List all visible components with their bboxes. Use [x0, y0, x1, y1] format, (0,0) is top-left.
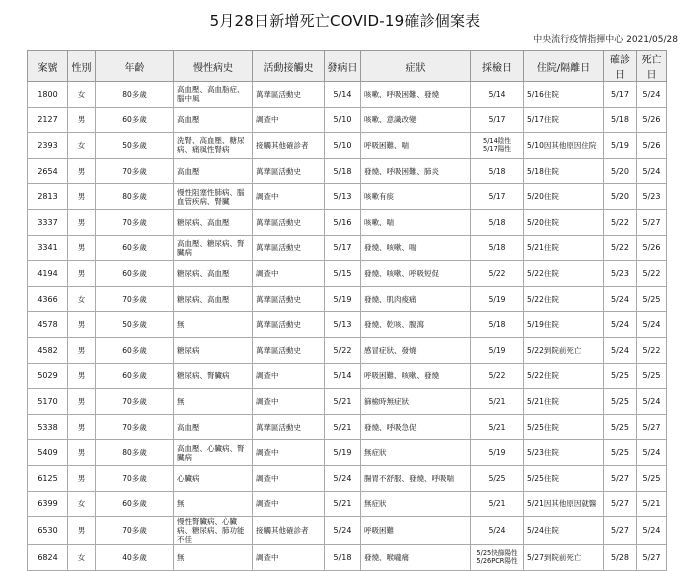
cell-confirm-date: 5/23 [604, 261, 637, 287]
cell-activity-history: 調查中 [253, 107, 325, 133]
cell-symptoms: 呼吸困難、咳嗽、發燒 [361, 363, 471, 389]
cell-confirm-date: 5/25 [604, 440, 637, 466]
cell-admission: 5/18住院 [524, 158, 604, 184]
cell-onset-date: 5/22 [325, 337, 361, 363]
cell-sex: 男 [68, 312, 96, 338]
cell-case-id: 5029 [28, 363, 68, 389]
cell-onset-date: 5/19 [325, 440, 361, 466]
cell-activity-history: 接觸其他確診者 [253, 517, 325, 545]
cell-chronic-history: 糖尿病、高血壓 [174, 209, 253, 235]
cell-age: 60多歲 [96, 261, 174, 287]
cell-confirm-date: 5/27 [604, 517, 637, 545]
table-row [28, 184, 667, 210]
cell-age: 70多歲 [96, 414, 174, 440]
cell-symptoms: 發燒、呼吸困難、肺炎 [361, 158, 471, 184]
cell-admission: 5/17住院 [524, 107, 604, 133]
cell-death-date: 5/27 [637, 414, 667, 440]
cell-test-date: 5/18 [471, 235, 524, 261]
cell-admission: 5/21因其他原因就醫 [524, 491, 604, 517]
cell-confirm-date: 5/28 [604, 545, 637, 571]
cell-sex: 女 [68, 286, 96, 312]
cell-death-date: 5/24 [637, 158, 667, 184]
cell-chronic-history: 洗腎、高血壓、糖尿病、痛風性腎病 [174, 133, 253, 159]
cell-activity-history: 萬華區活動史 [253, 82, 325, 108]
cell-death-date: 5/24 [637, 440, 667, 466]
cell-confirm-date: 5/18 [604, 107, 637, 133]
cell-case-id: 4194 [28, 261, 68, 287]
cell-admission: 5/21住院 [524, 389, 604, 415]
table-row [28, 517, 667, 545]
cell-death-date: 5/24 [637, 312, 667, 338]
cell-case-id: 3341 [28, 235, 68, 261]
cell-death-date: 5/26 [637, 107, 667, 133]
cell-sex: 男 [68, 235, 96, 261]
column-header-chronic-history: 慢性病史 [174, 51, 253, 82]
table-row [28, 235, 667, 261]
cell-test-date: 5/18 [471, 312, 524, 338]
cell-chronic-history: 無 [174, 389, 253, 415]
cell-admission: 5/19住院 [524, 312, 604, 338]
cell-symptoms: 感冒症狀、發燒 [361, 337, 471, 363]
column-header-age: 年齡 [96, 51, 174, 82]
source-note: 中央流行疫情指揮中心 2021/05/28 [533, 35, 678, 45]
cell-chronic-history: 慢性阻塞性肺病、腦血管疾病、腎臟 [174, 184, 253, 210]
table-row [28, 337, 667, 363]
column-header-sex: 性別 [68, 51, 96, 82]
cell-activity-history: 萬華區活動史 [253, 312, 325, 338]
cell-admission: 5/21住院 [524, 235, 604, 261]
cell-chronic-history: 糖尿病、腎臟病 [174, 363, 253, 389]
cell-admission: 5/20住院 [524, 184, 604, 210]
cell-chronic-history: 心臟病 [174, 465, 253, 491]
cell-onset-date: 5/21 [325, 414, 361, 440]
cell-admission: 5/27到院前死亡 [524, 545, 604, 571]
cell-age: 40多歲 [96, 545, 174, 571]
cell-sex: 男 [68, 209, 96, 235]
cell-chronic-history: 高血壓 [174, 414, 253, 440]
cell-chronic-history: 高血壓、高血脂症、腦中風 [174, 82, 253, 108]
cell-chronic-history: 無 [174, 312, 253, 338]
cell-confirm-date: 5/20 [604, 158, 637, 184]
cell-death-date: 5/26 [637, 133, 667, 159]
cell-chronic-history: 高血壓、心臟病、腎臟病 [174, 440, 253, 466]
cell-age: 80多歲 [96, 184, 174, 210]
cell-admission: 5/22到院前死亡 [524, 337, 604, 363]
cell-admission: 5/25住院 [524, 465, 604, 491]
cell-activity-history: 調查中 [253, 440, 325, 466]
cell-confirm-date: 5/19 [604, 133, 637, 159]
cell-confirm-date: 5/22 [604, 235, 637, 261]
cell-case-id: 6125 [28, 465, 68, 491]
cell-case-id: 2813 [28, 184, 68, 210]
table-row [28, 82, 667, 108]
cell-death-date: 5/23 [637, 184, 667, 210]
cell-symptoms: 發燒、咳嗽、呼吸短促 [361, 261, 471, 287]
cell-case-id: 5409 [28, 440, 68, 466]
cell-death-date: 5/24 [637, 82, 667, 108]
cell-test-date: 5/18 [471, 209, 524, 235]
cell-admission: 5/24住院 [524, 517, 604, 545]
cell-onset-date: 5/18 [325, 545, 361, 571]
cell-activity-history: 調查中 [253, 184, 325, 210]
table-row [28, 312, 667, 338]
cell-test-date: 5/25 [471, 465, 524, 491]
cell-admission: 5/16住院 [524, 82, 604, 108]
cell-activity-history: 萬華區活動史 [253, 235, 325, 261]
cell-activity-history: 調查中 [253, 261, 325, 287]
column-header-onset-date: 發病日 [325, 51, 361, 82]
cell-age: 60多歲 [96, 491, 174, 517]
cell-symptoms: 篩檢時無症狀 [361, 389, 471, 415]
cell-sex: 女 [68, 491, 96, 517]
cell-onset-date: 5/21 [325, 491, 361, 517]
cell-test-date: 5/17 [471, 107, 524, 133]
cell-test-date: 5/19 [471, 337, 524, 363]
cell-onset-date: 5/16 [325, 209, 361, 235]
cell-sex: 女 [68, 545, 96, 571]
table-row [28, 286, 667, 312]
cell-confirm-date: 5/27 [604, 491, 637, 517]
cell-symptoms: 咳嗽有痰 [361, 184, 471, 210]
cell-symptoms: 發燒、咳嗽、喘 [361, 235, 471, 261]
cell-chronic-history: 慢性腎臟病、心臟病、糖尿病、肺功能不佳 [174, 517, 253, 545]
cell-case-id: 2654 [28, 158, 68, 184]
cell-activity-history: 萬華區活動史 [253, 414, 325, 440]
cell-death-date: 5/24 [637, 517, 667, 545]
cell-death-date: 5/25 [637, 363, 667, 389]
cell-death-date: 5/26 [637, 235, 667, 261]
cell-age: 70多歲 [96, 389, 174, 415]
cell-age: 50多歲 [96, 133, 174, 159]
cell-onset-date: 5/24 [325, 465, 361, 491]
cell-chronic-history: 糖尿病 [174, 337, 253, 363]
cell-case-id: 6824 [28, 545, 68, 571]
cell-confirm-date: 5/25 [604, 363, 637, 389]
cell-symptoms: 咳嗽、呼吸困難、發燒 [361, 82, 471, 108]
cell-death-date: 5/25 [637, 465, 667, 491]
cell-age: 70多歲 [96, 209, 174, 235]
cell-sex: 男 [68, 337, 96, 363]
table-row [28, 414, 667, 440]
cell-test-date: 5/22 [471, 363, 524, 389]
column-header-symptoms: 症狀 [361, 51, 471, 82]
cell-activity-history: 調查中 [253, 389, 325, 415]
cell-sex: 男 [68, 363, 96, 389]
column-header-confirm-date: 確診日 [604, 51, 637, 82]
table-row [28, 465, 667, 491]
cell-case-id: 4582 [28, 337, 68, 363]
cell-onset-date: 5/10 [325, 133, 361, 159]
cell-admission: 5/10因其他原因住院 [524, 133, 604, 159]
cell-sex: 男 [68, 261, 96, 287]
cell-age: 60多歲 [96, 363, 174, 389]
case-table [27, 50, 667, 571]
cell-sex: 男 [68, 440, 96, 466]
page-title: 5月28日新增死亡COVID-19確診個案表 [209, 12, 481, 30]
cell-confirm-date: 5/24 [604, 337, 637, 363]
cell-age: 60多歲 [96, 107, 174, 133]
cell-case-id: 2127 [28, 107, 68, 133]
column-header-activity-history: 活動接觸史 [253, 51, 325, 82]
cell-admission: 5/20住院 [524, 209, 604, 235]
cell-symptoms: 無症狀 [361, 440, 471, 466]
table-row [28, 363, 667, 389]
cell-age: 70多歲 [96, 158, 174, 184]
table-row [28, 491, 667, 517]
cell-death-date: 5/24 [637, 389, 667, 415]
cell-sex: 男 [68, 107, 96, 133]
table-row [28, 107, 667, 133]
cell-case-id: 2393 [28, 133, 68, 159]
cell-test-date: 5/21 [471, 414, 524, 440]
cell-sex: 男 [68, 517, 96, 545]
cell-admission: 5/25住院 [524, 414, 604, 440]
cell-confirm-date: 5/25 [604, 389, 637, 415]
cell-sex: 男 [68, 465, 96, 491]
cell-activity-history: 調查中 [253, 491, 325, 517]
cell-test-date: 5/21 [471, 389, 524, 415]
table-row [28, 389, 667, 415]
cell-chronic-history: 糖尿病、高血壓 [174, 286, 253, 312]
cell-chronic-history: 高血壓 [174, 158, 253, 184]
cell-chronic-history: 無 [174, 491, 253, 517]
cell-admission: 5/22住院 [524, 261, 604, 287]
cell-admission: 5/23住院 [524, 440, 604, 466]
cell-activity-history: 接觸其他確診者 [253, 133, 325, 159]
cell-test-date: 5/22 [471, 261, 524, 287]
cell-case-id: 1800 [28, 82, 68, 108]
cell-symptoms: 呼吸困難、喘 [361, 133, 471, 159]
cell-activity-history: 調查中 [253, 465, 325, 491]
cell-age: 70多歲 [96, 286, 174, 312]
cell-confirm-date: 5/22 [604, 209, 637, 235]
cell-test-date: 5/21 [471, 491, 524, 517]
cell-age: 70多歲 [96, 465, 174, 491]
cell-case-id: 5338 [28, 414, 68, 440]
cell-case-id: 6530 [28, 517, 68, 545]
cell-confirm-date: 5/24 [604, 312, 637, 338]
cell-activity-history: 萬華區活動史 [253, 158, 325, 184]
column-header-case-id: 案號 [28, 51, 68, 82]
cell-case-id: 6399 [28, 491, 68, 517]
cell-admission: 5/22住院 [524, 363, 604, 389]
cell-case-id: 4366 [28, 286, 68, 312]
table-row [28, 440, 667, 466]
cell-age: 60多歲 [96, 337, 174, 363]
cell-death-date: 5/22 [637, 337, 667, 363]
cell-death-date: 5/22 [637, 261, 667, 287]
cell-test-date: 5/19 [471, 440, 524, 466]
cell-death-date: 5/21 [637, 491, 667, 517]
cell-confirm-date: 5/27 [604, 465, 637, 491]
cell-symptoms: 無症狀 [361, 491, 471, 517]
cell-onset-date: 5/24 [325, 517, 361, 545]
cell-onset-date: 5/13 [325, 184, 361, 210]
cell-age: 80多歲 [96, 440, 174, 466]
cell-sex: 男 [68, 184, 96, 210]
cell-onset-date: 5/18 [325, 158, 361, 184]
cell-death-date: 5/27 [637, 209, 667, 235]
cell-symptoms: 發燒、乾咳、腹瀉 [361, 312, 471, 338]
cell-confirm-date: 5/17 [604, 82, 637, 108]
cell-activity-history: 調查中 [253, 363, 325, 389]
cell-test-date: 5/24 [471, 517, 524, 545]
cell-confirm-date: 5/25 [604, 414, 637, 440]
table-row [28, 209, 667, 235]
cell-symptoms: 咳嗽、意識改變 [361, 107, 471, 133]
cell-test-date: 5/14陰性 5/17陽性 [471, 133, 524, 159]
cell-age: 80多歲 [96, 82, 174, 108]
cell-sex: 女 [68, 82, 96, 108]
cell-age: 70多歲 [96, 517, 174, 545]
cell-onset-date: 5/19 [325, 286, 361, 312]
cell-sex: 男 [68, 389, 96, 415]
cell-symptoms: 咳嗽、喘 [361, 209, 471, 235]
cell-chronic-history: 高血壓、糖尿病、腎臟病 [174, 235, 253, 261]
cell-onset-date: 5/10 [325, 107, 361, 133]
cell-case-id: 3337 [28, 209, 68, 235]
cell-activity-history: 萬華區活動史 [253, 286, 325, 312]
cell-symptoms: 發燒、喉嚨痛 [361, 545, 471, 571]
cell-onset-date: 5/14 [325, 82, 361, 108]
cell-activity-history: 萬華區活動史 [253, 209, 325, 235]
cell-onset-date: 5/13 [325, 312, 361, 338]
cell-chronic-history: 糖尿病、高血壓 [174, 261, 253, 287]
column-header-test-date: 採檢日 [471, 51, 524, 82]
cell-symptoms: 發燒、肌肉痠痛 [361, 286, 471, 312]
cell-test-date: 5/14 [471, 82, 524, 108]
cell-test-date: 5/18 [471, 158, 524, 184]
cell-death-date: 5/27 [637, 545, 667, 571]
column-header-admission: 住院/隔離日 [524, 51, 604, 82]
table-row [28, 261, 667, 287]
cell-confirm-date: 5/24 [604, 286, 637, 312]
table-header-row [28, 51, 667, 82]
cell-activity-history: 萬華區活動史 [253, 337, 325, 363]
cell-case-id: 4578 [28, 312, 68, 338]
cell-onset-date: 5/21 [325, 389, 361, 415]
table-row [28, 158, 667, 184]
cell-admission: 5/22住院 [524, 286, 604, 312]
cell-age: 50多歲 [96, 312, 174, 338]
cell-sex: 女 [68, 133, 96, 159]
cell-test-date: 5/17 [471, 184, 524, 210]
cell-sex: 男 [68, 158, 96, 184]
cell-chronic-history: 高血壓 [174, 107, 253, 133]
cell-chronic-history: 無 [174, 545, 253, 571]
cell-age: 60多歲 [96, 235, 174, 261]
cell-onset-date: 5/15 [325, 261, 361, 287]
cell-sex: 男 [68, 414, 96, 440]
cell-confirm-date: 5/20 [604, 184, 637, 210]
cell-onset-date: 5/14 [325, 363, 361, 389]
cell-activity-history: 調查中 [253, 545, 325, 571]
cell-symptoms: 腸胃不舒服、發燒、呼吸喘 [361, 465, 471, 491]
cell-symptoms: 呼吸困難 [361, 517, 471, 545]
cell-symptoms: 發燒、呼吸急促 [361, 414, 471, 440]
column-header-death-date: 死亡日 [637, 51, 667, 82]
cell-test-date: 5/19 [471, 286, 524, 312]
table-row [28, 133, 667, 159]
cell-test-date: 5/25快篩陽性 5/26PCR陽性 [471, 545, 524, 571]
cell-onset-date: 5/17 [325, 235, 361, 261]
cell-case-id: 5170 [28, 389, 68, 415]
table-row [28, 545, 667, 571]
cell-death-date: 5/25 [637, 286, 667, 312]
